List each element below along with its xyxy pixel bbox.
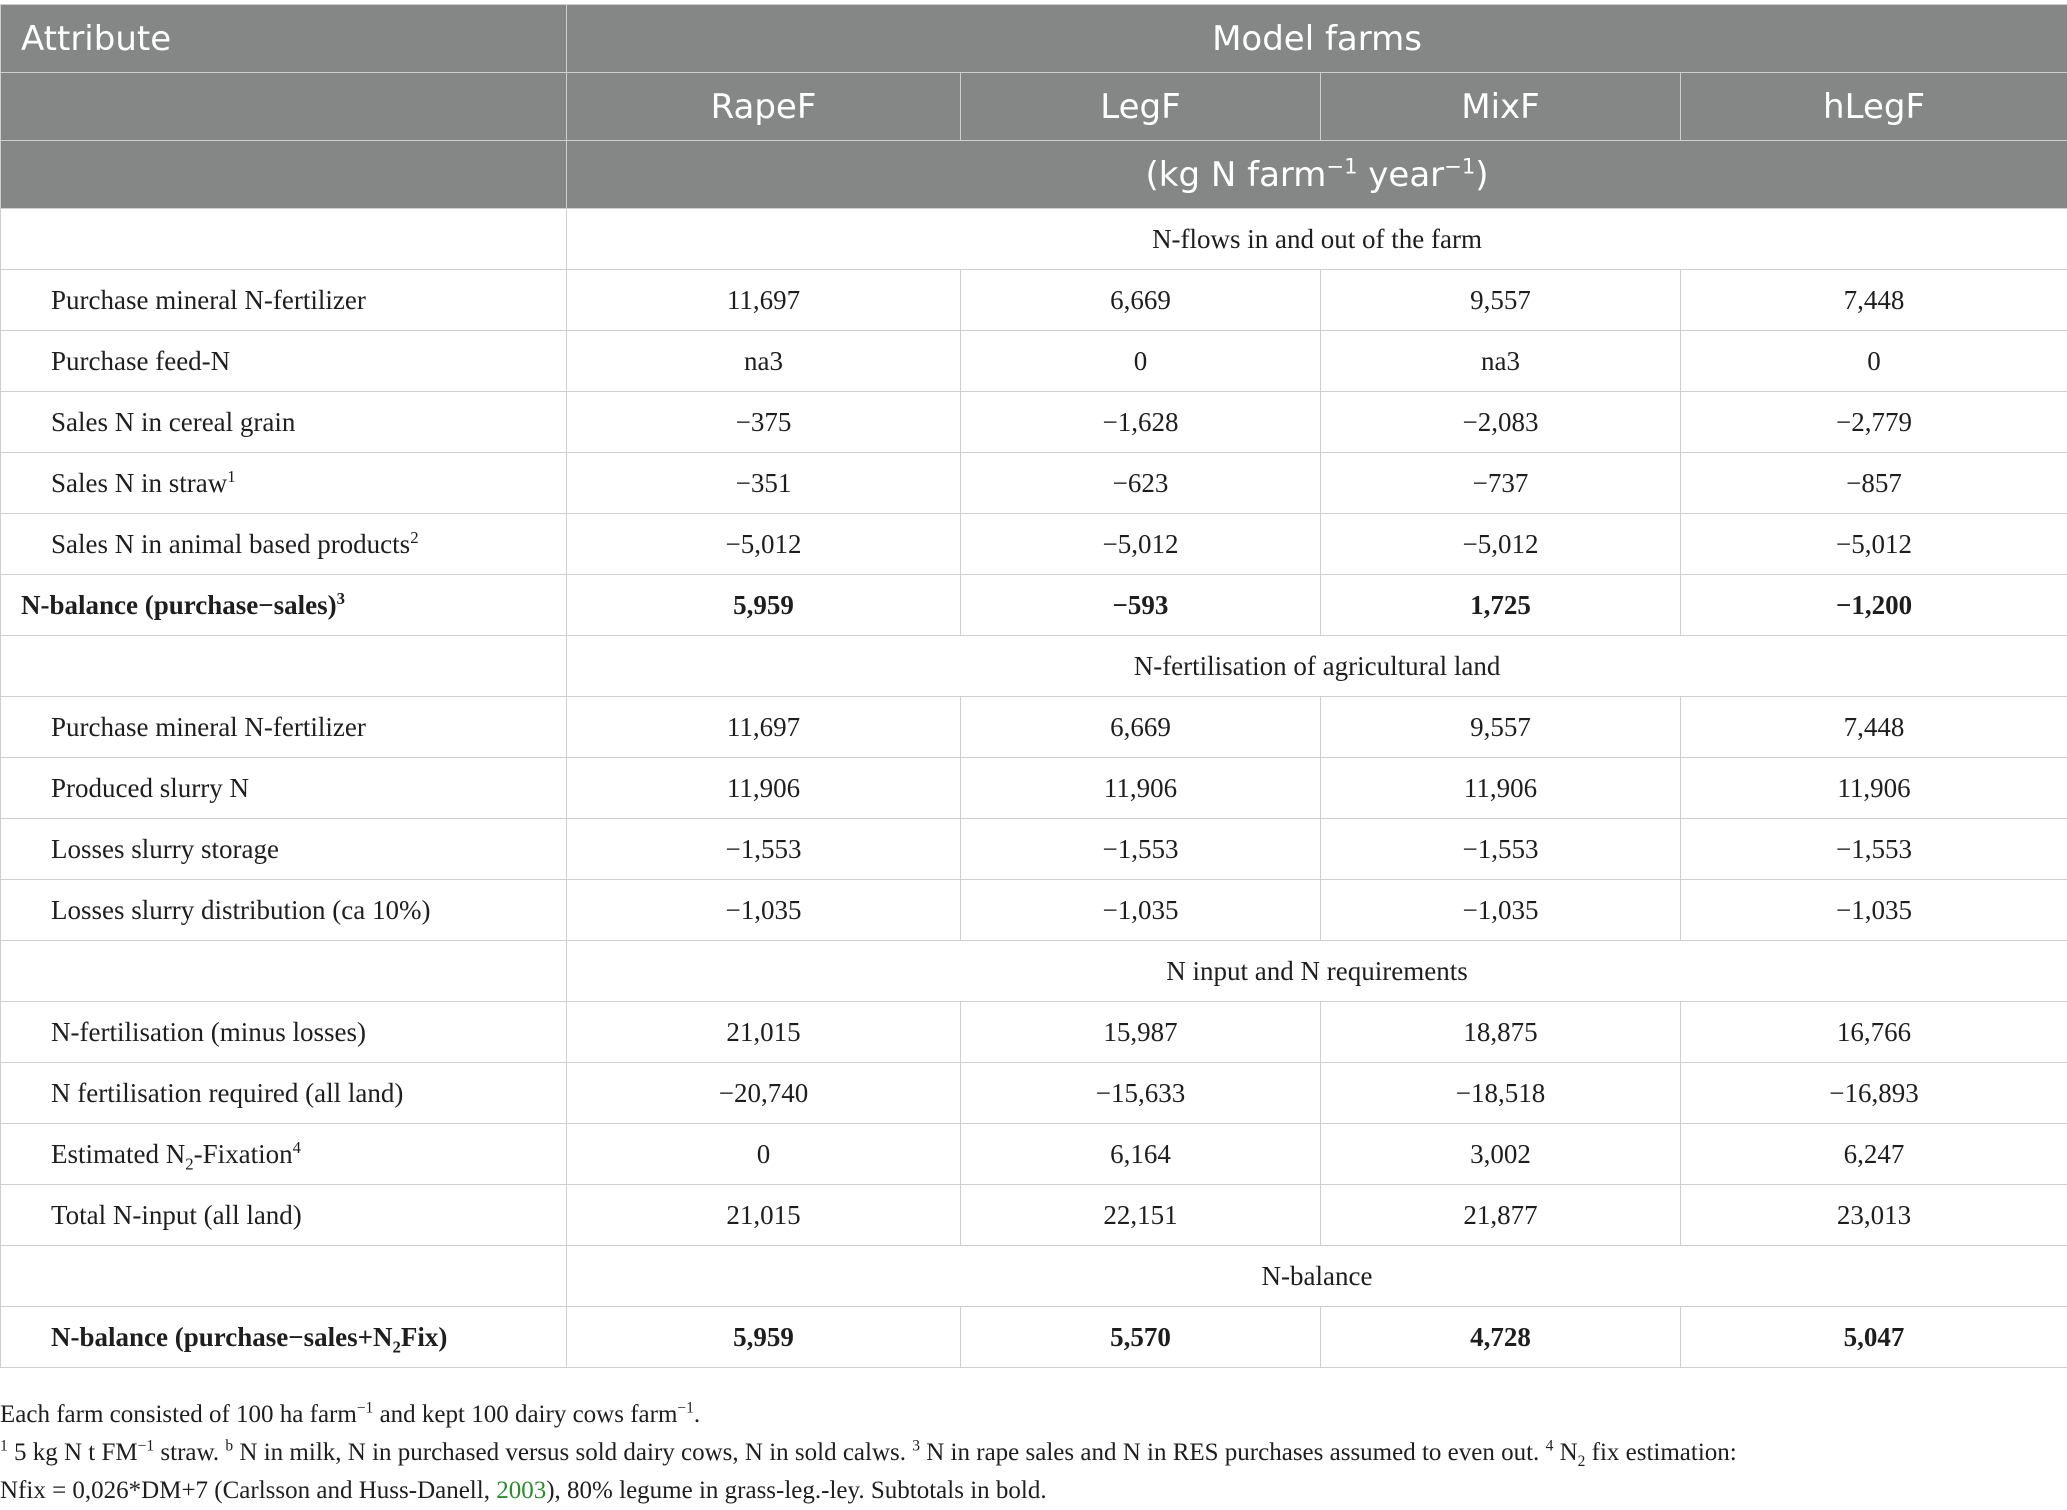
header-row-unit — [1, 141, 2067, 209]
value-cell: 6,164 — [961, 1124, 1321, 1185]
value-cell: −16,893 — [1681, 1063, 2067, 1124]
row-label: Sales N in straw$^1$ — [1, 453, 567, 514]
table-row — [1, 758, 2067, 819]
value-cell: 22,151 — [961, 1185, 1321, 1246]
value-cell: 7,448 — [1681, 270, 2067, 331]
header-empty-cell — [1, 73, 567, 141]
value-cell: 6,669 — [961, 697, 1321, 758]
row-label: N-balance (purchase−sales)$^3$ — [1, 575, 567, 636]
value-cell: 21,015 — [567, 1002, 961, 1063]
value-cell: −857 — [1681, 453, 2067, 514]
attribute-header: Attribute — [1, 5, 567, 73]
row-label: Sales N in animal based products$^2$ — [1, 514, 567, 575]
farm-header-rapef: RapeF — [567, 73, 961, 141]
value-cell: 11,906 — [567, 758, 961, 819]
value-cell: 21,877 — [1321, 1185, 1681, 1246]
section-row — [1, 1246, 2067, 1307]
row-label: Total N-input (all land) — [1, 1185, 567, 1246]
reference-link[interactable]: 2003 — [496, 1477, 547, 1504]
value-cell: −1,553 — [1321, 819, 1681, 880]
table-row — [1, 270, 2067, 331]
value-cell: 1,725 — [1321, 575, 1681, 636]
value-cell: −5,012 — [1681, 514, 2067, 575]
section-row — [1, 209, 2067, 270]
value-cell: −20,740 — [567, 1063, 961, 1124]
value-cell: 4,728 — [1321, 1307, 1681, 1368]
table-footnotes — [0, 1396, 2067, 1510]
row-label: Purchase mineral N-fertilizer — [1, 270, 567, 331]
value-cell: 3,002 — [1321, 1124, 1681, 1185]
value-cell: 5,959 — [567, 575, 961, 636]
value-cell: −593 — [961, 575, 1321, 636]
section-heading: N-fertilisation of agricultural land — [567, 636, 2067, 697]
value-cell: −375 — [567, 392, 961, 453]
value-cell: 6,247 — [1681, 1124, 2067, 1185]
value-cell: 9,557 — [1321, 270, 1681, 331]
value-cell: 11,906 — [1681, 758, 2067, 819]
value-cell: na3 — [1321, 331, 1681, 392]
farm-header-legf: LegF — [961, 73, 1321, 141]
value-cell: 5,959 — [567, 1307, 961, 1368]
value-cell: 11,906 — [1321, 758, 1681, 819]
subtotal-row — [1, 575, 2067, 636]
value-cell: −18,518 — [1321, 1063, 1681, 1124]
value-cell: 5,047 — [1681, 1307, 2067, 1368]
value-cell: 11,697 — [567, 270, 961, 331]
value-cell: 0 — [1681, 331, 2067, 392]
total-row — [1, 1307, 2067, 1368]
row-label: Estimated $N_2-Fixation^4$ — [1, 1124, 567, 1185]
table-row — [1, 819, 2067, 880]
section-heading: N-balance — [567, 1246, 2067, 1307]
table-row — [1, 1002, 2067, 1063]
footnote-line: Each farm consisted of 100 ha farm$^{-1}$ and kept 100 dairy cows farm$^{-1}$. — [0, 1399, 701, 1428]
value-cell: 18,875 — [1321, 1002, 1681, 1063]
value-cell: 6,669 — [961, 270, 1321, 331]
table-row — [1, 453, 2067, 514]
table-row — [1, 1185, 2067, 1246]
table-row — [1, 1124, 2067, 1185]
row-label: N fertilisation required (all land) — [1, 1063, 567, 1124]
footnote-line: $^1$ 5 kg N t $FM^{-1}$ straw. $^b$ N in milk, N in purchased versus sold dairy cows, N in sold calws. $^3$ N in rape sales and N in RES purchases assumed to even out. $^4$ $N_2$ fix estimation: — [0, 1437, 1737, 1470]
value-cell: −2,779 — [1681, 392, 2067, 453]
row-label: Losses slurry storage — [1, 819, 567, 880]
value-cell: 16,766 — [1681, 1002, 2067, 1063]
value-cell: −1,628 — [961, 392, 1321, 453]
value-cell: −1,035 — [961, 880, 1321, 941]
value-cell: 0 — [961, 331, 1321, 392]
value-cell: −623 — [961, 453, 1321, 514]
unit-header: (kg N farm$^{-1}$ year$^{-1}$) — [567, 141, 2067, 209]
table-row — [1, 880, 2067, 941]
value-cell: −5,012 — [567, 514, 961, 575]
value-cell: −1,553 — [1681, 819, 2067, 880]
header-row-farms — [1, 73, 2067, 141]
row-label: Produced slurry N — [1, 758, 567, 819]
table-row — [1, 331, 2067, 392]
value-cell: 0 — [567, 1124, 961, 1185]
table-row — [1, 1063, 2067, 1124]
header-empty-cell — [1, 141, 567, 209]
value-cell: 15,987 — [961, 1002, 1321, 1063]
farm-header-hlegf: hLegF — [1681, 73, 2067, 141]
n-balance-table — [0, 4, 2067, 1368]
footnote-line: Nfix = 0,026*DM+7 (Carlsson and Huss-Danell, 2003), 80% legume in grass-leg.-ley. Subtotals in bold. — [0, 1477, 1047, 1504]
value-cell: −5,012 — [1321, 514, 1681, 575]
row-label: N-fertilisation (minus losses) — [1, 1002, 567, 1063]
section-heading: N input and N requirements — [567, 941, 2067, 1002]
value-cell: 23,013 — [1681, 1185, 2067, 1246]
value-cell: −1,035 — [567, 880, 961, 941]
value-cell: −15,633 — [961, 1063, 1321, 1124]
table-row — [1, 392, 2067, 453]
value-cell: 5,570 — [961, 1307, 1321, 1368]
value-cell: −1,200 — [1681, 575, 2067, 636]
value-cell: −5,012 — [961, 514, 1321, 575]
value-cell: −2,083 — [1321, 392, 1681, 453]
value-cell: −1,035 — [1681, 880, 2067, 941]
row-label: Purchase mineral N-fertilizer — [1, 697, 567, 758]
value-cell: −737 — [1321, 453, 1681, 514]
value-cell: −1,553 — [961, 819, 1321, 880]
model-farms-header: Model farms — [567, 5, 2067, 73]
value-cell: −1,553 — [567, 819, 961, 880]
value-cell: −1,035 — [1321, 880, 1681, 941]
value-cell: 9,557 — [1321, 697, 1681, 758]
value-cell: 11,906 — [961, 758, 1321, 819]
row-label: N-balance $(purchase-sales+N_2Fix)$ — [1, 1307, 567, 1368]
section-row — [1, 941, 2067, 1002]
row-label: Losses slurry distribution (ca 10%) — [1, 880, 567, 941]
table-row — [1, 514, 2067, 575]
value-cell: na3 — [567, 331, 961, 392]
farm-header-mixf: MixF — [1321, 73, 1681, 141]
value-cell: 21,015 — [567, 1185, 961, 1246]
section-heading: N-flows in and out of the farm — [567, 209, 2067, 270]
row-label: Sales N in cereal grain — [1, 392, 567, 453]
table-row — [1, 697, 2067, 758]
value-cell: −351 — [567, 453, 961, 514]
header-row-top — [1, 5, 2067, 73]
row-label: Purchase feed-N — [1, 331, 567, 392]
value-cell: 11,697 — [567, 697, 961, 758]
section-row — [1, 636, 2067, 697]
value-cell: 7,448 — [1681, 697, 2067, 758]
